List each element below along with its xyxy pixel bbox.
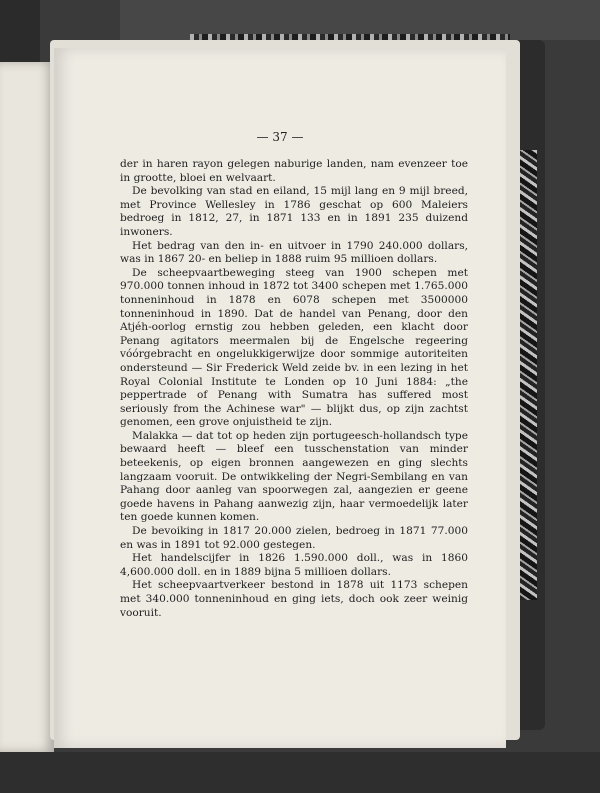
paragraph: Malakka — dat tot op heden zijn portugeesch-hollandsch type bewaard heeft — bleef een tusschenstation van minder beteekenis, op eigen bronnen aangewezen en ging slechts langzaam vooruit. De ontwikkeling der Negri-Sembilang en van Pahang door aanleg van spoorwegen zal, aangezien er geene goede havens in Pahang aanwezig zijn, haar vermoedelijk later ten goede kunnen komen. [120, 429, 468, 524]
left-page [0, 62, 54, 752]
paragraph: De bevoiking in 1817 20.000 zielen, bedroeg in 1871 77.000 en was in 1891 tot 92.000 gestegen. [120, 525, 468, 551]
paragraph: Het bedrag van den in- en uitvoer in 1790 240.000 dollars, was in 1867 20- en beliep in 1888 ruim 95 millioen dollars. [120, 239, 468, 266]
page-text [120, 158, 468, 620]
paragraph: Het scheepvaartverkeer bestond in 1878 uit 1173 schepen met 340.000 tonneninhoud en ging iets, doch ook zeer weinig vooruit. [120, 579, 468, 619]
background-bottom [0, 752, 600, 793]
paragraph-continuation: der in haren rayon gelegen naburige landen, nam evenzeer toe in grootte, bloei en welvaart. [120, 158, 468, 184]
book-page [54, 48, 506, 748]
paragraph: Het handelscijfer in 1826 1.590.000 doll., was in 1860 4,600.000 doll. en in 1889 bijna 5 millioen dollars. [120, 552, 468, 578]
paragraph: De bevolking van stad en eiland, 15 mijl lang en 9 mijl breed, met Province Wellesley in 1786 geschat op 600 Maleiers bedroeg in 1812, 27, in 1871 133 en in 1891 235 duizend inwoners. [120, 185, 468, 238]
page-number: — 37 — [256, 130, 304, 144]
paragraph: De scheepvaartbeweging steeg van 1900 schepen met 970.000 tonnen inhoud in 1872 tot 3400 schepen met 1.765.000 tonneninhoud in 1878 en 6078 schepen met 3500000 tonneninhoud in 1890. Dat de handel van Penang, door den Atjéh-oorlog ernstig zou hebben geleden, een klacht door Penang agitators meermalen bij de Engelsche regeering vóórgebracht en ongelukkigerwijze door sommige autoriteiten ondersteund — Sir Frederick Weld zeide bv. in een lezing in het Royal Colonial Institute te Londen op 10 Juni 1884: „the peppertrade of Penang with Sumatra has suffered most seriously from the Achinese war" — blijkt dus, op zijn zachtst genomen, een grove onjuistheid te zijn. [120, 266, 468, 429]
